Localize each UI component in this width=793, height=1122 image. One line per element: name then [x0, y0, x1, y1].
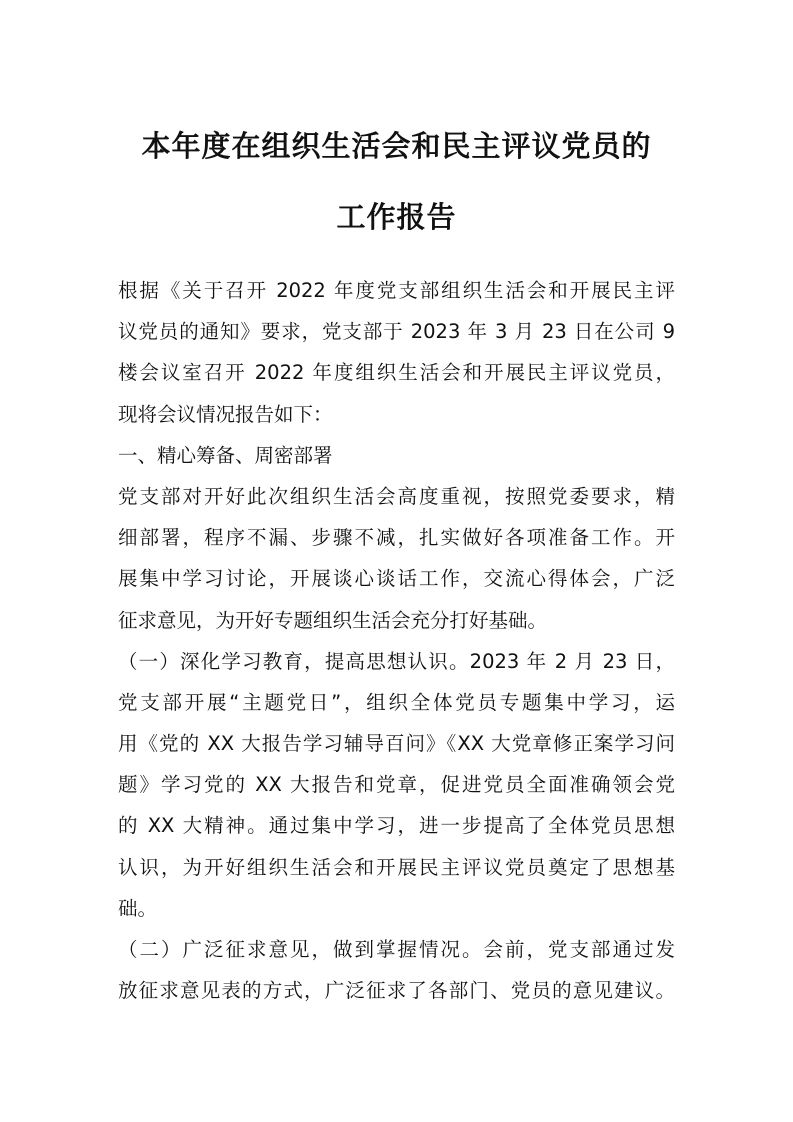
text-line: 用《党的 XX 大报告学习辅导百问》《XX 大党章修正案学习问 — [118, 732, 675, 756]
text-line: 一、精心筹备、周密部署 — [118, 443, 333, 467]
text-line: 的 XX 大精神。通过集中学习，进一步提高了全体党员思想 — [118, 814, 675, 838]
text-line: 认识，为开好组织生活会和开展民主评议党员奠定了思想基 — [118, 855, 675, 879]
text-line: 础。 — [118, 896, 158, 920]
text-line: 现将会议情况报告如下： — [118, 402, 333, 426]
text-line: 楼会议室召开 2022 年度组织生活会和开展民主评议党员， — [118, 361, 675, 385]
text-line: 根据《关于召开 2022 年度党支部组织生活会和开展民主评 — [118, 279, 675, 302]
document-body — [118, 270, 675, 1011]
text-line: （一）深化学习教育，提高思想认识。2023 年 2 月 23 日， — [118, 649, 675, 673]
text-line: 展集中学习讨论，开展谈心谈话工作，交流心得体会，广泛 — [118, 567, 675, 591]
text-line: （二）广泛征求意见，做到掌握情况。会前，党支部通过发 — [118, 938, 675, 961]
text-line: 党支部对开好此次组织生活会高度重视，按照党委要求，精 — [118, 484, 675, 508]
document-title-line-2: 工作报告 — [336, 200, 457, 234]
text-line: 放征求意见表的方式，广泛征求了各部门、党员的意见建议。 — [118, 979, 675, 1003]
text-line: 党支部开展“主题党日”，组织全体党员专题集中学习，运 — [118, 690, 675, 714]
text-line: 题》学习党的 XX 大报告和党章，促进党员全面准确领会党 — [118, 773, 675, 797]
text-line: 细部署，程序不漏、步骤不减，扎实做好各项准备工作。开 — [118, 526, 675, 550]
text-line: 征求意见，为开好专题组织生活会充分打好基础。 — [118, 608, 548, 632]
document-title-line-1: 本年度在组织生活会和民主评议党员的 — [141, 129, 652, 163]
text-line: 议党员的通知》要求，党支部于 2023 年 3 月 23 日在公司 9 — [118, 320, 675, 344]
